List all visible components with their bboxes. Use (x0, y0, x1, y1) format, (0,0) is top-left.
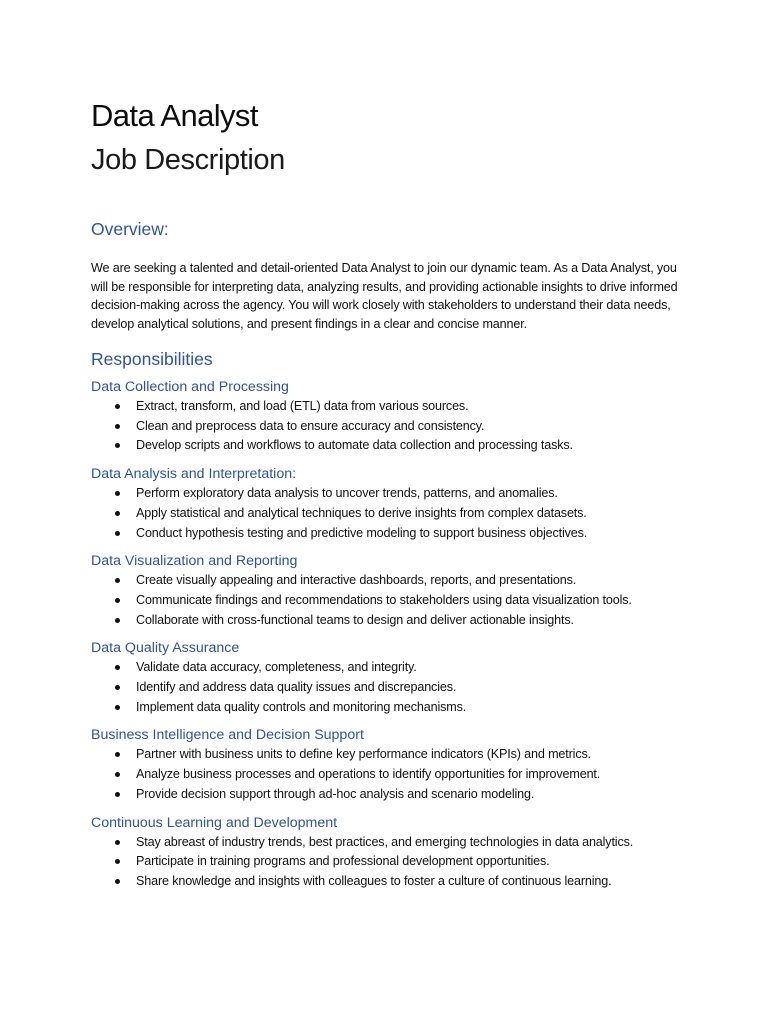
bullet-icon (115, 578, 120, 583)
bullet-item (91, 504, 683, 524)
bullet-icon (115, 443, 120, 448)
section-heading: Data Analysis and Interpretation: (91, 466, 297, 483)
bullet-text: Develop scripts and workflows to automate data collection and processing tasks. (136, 438, 573, 453)
document-content (91, 96, 683, 892)
responsibility-section (91, 726, 683, 804)
bullet-item (91, 436, 683, 456)
bullet-item (91, 833, 683, 853)
bullet-icon (115, 598, 120, 603)
bullet-icon (115, 424, 120, 429)
bullet-item (91, 852, 683, 872)
bullet-list (91, 833, 683, 892)
bullet-text: Identify and address data quality issues and discrepancies. (136, 680, 457, 695)
bullet-text: Conduct hypothesis testing and predictive modeling to support business objectives. (136, 525, 588, 540)
bullet-item (91, 571, 683, 591)
responsibility-section (91, 639, 683, 717)
document-title: Data Analyst (91, 98, 258, 133)
overview-paragraph: We are seeking a talented and detail-oriented Data Analyst to join our dynamic team. As a Data Analyst, you will be responsible for interpreting data, analyzing results, and providing actionable insights to drive informed decision-making across the agency. You will work closely with stakeholders to understand their data needs, develop analytical solutions, and present findings in a clear and concise manner. (91, 261, 678, 331)
bullet-item (91, 658, 683, 678)
bullet-item (91, 698, 683, 718)
bullet-item (91, 524, 683, 544)
bullet-icon (115, 752, 120, 757)
responsibilities-heading: Responsibilities (91, 349, 213, 369)
bullet-icon (115, 705, 120, 710)
bullet-text: Validate data accuracy, completeness, and integrity. (136, 660, 417, 675)
document-subtitle: Job Description (91, 144, 285, 176)
bullet-item (91, 417, 683, 437)
bullet-text: Extract, transform, and load (ETL) data from various sources. (136, 399, 469, 413)
responsibilities-sections (91, 378, 683, 892)
responsibility-section (91, 465, 683, 543)
section-heading: Data Quality Assurance (91, 640, 240, 657)
bullet-text: Communicate findings and recommendations to stakeholders using data visualization tools. (136, 592, 632, 607)
responsibility-section (91, 378, 683, 456)
bullet-text: Create visually appealing and interactive dashboards, reports, and presentations. (136, 573, 577, 588)
bullet-icon (115, 859, 120, 864)
bullet-text: Participate in training programs and professional development opportunities. (136, 854, 550, 869)
bullet-icon (115, 665, 120, 670)
bullet-icon (115, 491, 120, 496)
bullet-text: Perform exploratory data analysis to uncover trends, patterns, and anomalies. (136, 486, 558, 501)
bullet-icon (115, 772, 120, 777)
bullet-text: Stay abreast of industry trends, best practices, and emerging technologies in data analytics. (136, 834, 634, 849)
bullet-text: Implement data quality controls and monitoring mechanisms. (136, 699, 467, 714)
bullet-item (91, 611, 683, 631)
section-heading: Data Collection and Processing (91, 379, 289, 395)
bullet-item (91, 872, 683, 892)
responsibility-section (91, 552, 683, 630)
bullet-text: Clean and preprocess data to ensure accuracy and consistency. (136, 418, 485, 433)
bullet-list (91, 745, 683, 804)
section-heading: Continuous Learning and Development (91, 814, 338, 831)
bullet-icon (115, 618, 120, 623)
bullet-list (91, 571, 683, 630)
bullet-icon (115, 685, 120, 690)
section-heading: Business Intelligence and Decision Support (91, 727, 364, 744)
bullet-text: Analyze business processes and operations to identify opportunities for improvement. (136, 767, 601, 782)
bullet-item (91, 745, 683, 765)
responsibility-section (91, 814, 683, 892)
overview-heading: Overview: (91, 219, 169, 239)
bullet-list (91, 397, 683, 456)
bullet-list (91, 658, 683, 717)
bullet-item (91, 678, 683, 698)
bullet-text: Provide decision support through ad-hoc analysis and scenario modeling. (136, 786, 535, 801)
section-heading: Data Visualization and Reporting (91, 553, 298, 570)
bullet-text: Partner with business units to define key performance indicators (KPIs) and metrics. (136, 747, 591, 762)
bullet-item (91, 765, 683, 785)
bullet-item (91, 785, 683, 805)
bullet-text: Collaborate with cross-functional teams to design and deliver actionable insights. (136, 612, 574, 627)
bullet-list (91, 484, 683, 543)
bullet-item (91, 591, 683, 611)
bullet-icon (115, 792, 120, 797)
bullet-icon (115, 840, 120, 845)
bullet-text: Share knowledge and insights with colleagues to foster a culture of continuous learning. (136, 873, 612, 888)
bullet-icon (115, 404, 120, 409)
bullet-item (91, 397, 683, 417)
bullet-icon (115, 511, 120, 516)
bullet-item (91, 484, 683, 504)
bullet-text: Apply statistical and analytical techniques to derive insights from complex datasets. (136, 505, 587, 520)
bullet-icon (115, 531, 120, 536)
bullet-icon (115, 879, 120, 884)
